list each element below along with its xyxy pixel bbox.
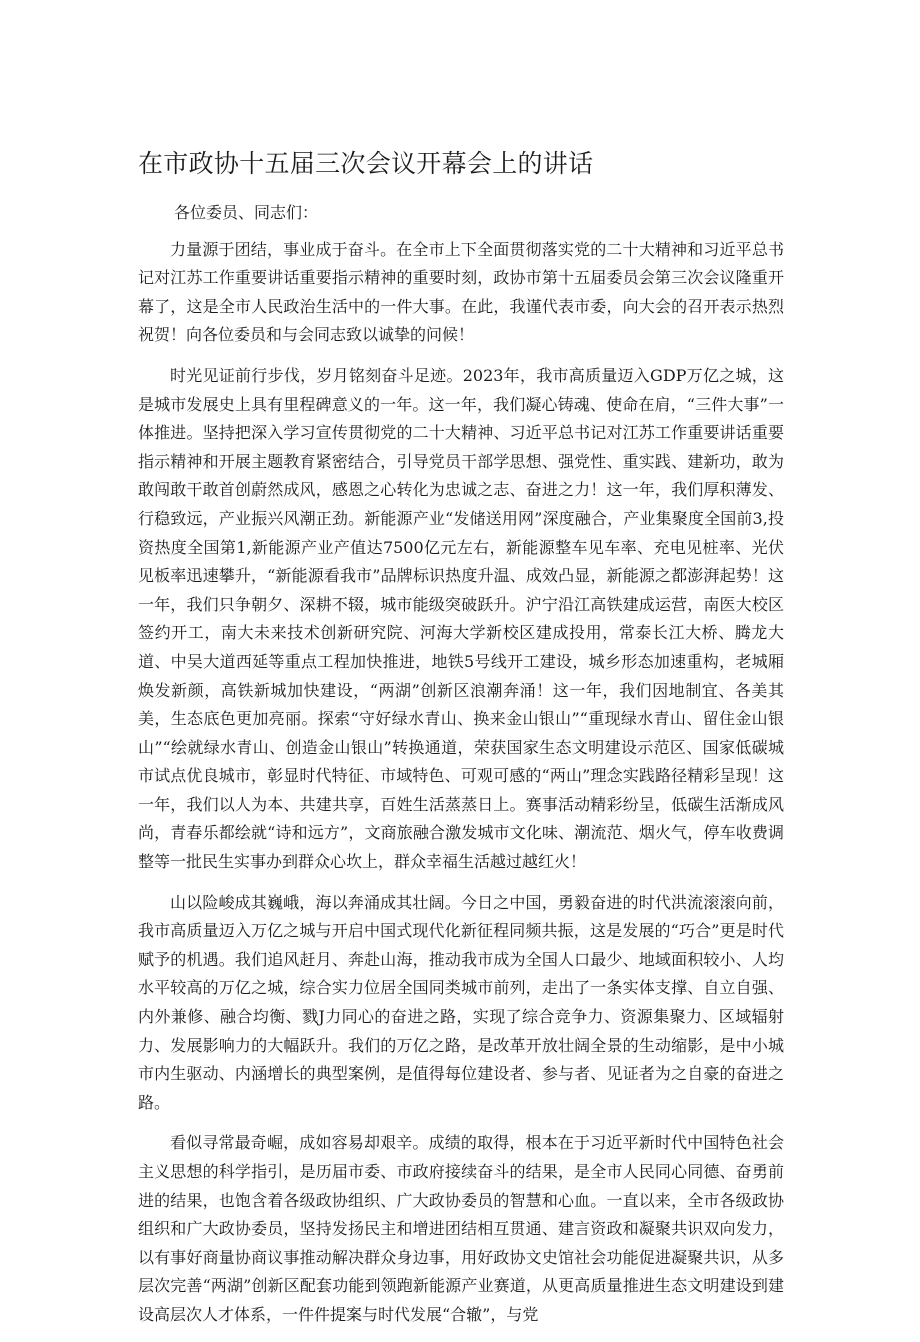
- document-body: [138, 199, 784, 1342]
- paragraph-cppcc-contribution: 看似寻常最奇崛，成如容易却艰辛。成绩的取得，根本在于习近平新时代中国特色社会主义思想的科学指引，是历届市委、市政府接续奋斗的结果，是全市人民同心同德、奋勇前进的结果，也饱含着各级政协组织、广大政协委员的智慧和心血。一直以来，全市各级政协组织和广大政协委员，坚持发扬民主和增进团结相互贯通、建言资政和凝聚共识双向发力，以有事好商量协商议事推动解决群众身边事，用好政协文史馆社会功能促进凝聚共识，从多层次完善“两湖”创新区配套功能到领跑新能源产业赛道，从更高质量推进生态文明建设到建设高层次人才体系，一件件提案与时代发展“合辙”，与党: [138, 1133, 784, 1324]
- paragraph-trillion-city: 山以险峻成其巍峨，海以奔涌成其壮阔。今日之中国，勇毅奋进的时代洪流滚滚向前，我市高质量迈入万亿之城与开启中国式现代化新征程同频共振，这是发展的“巧合”更是时代赋予的机遇。我们追风赶月、奔赴山海，推动我市成为全国人口最少、地域面积较小、人均水平较高的万亿之城，综合实力位居全国同类城市前列，走出了一条实体支撑、自立自强、内外兼修、融合均衡、戮J力同心的奋进之路，实现了综合竞争力、资源集聚力、区域辐射力、发展影响力的大幅跃升。我们的万亿之路，是改革开放壮阔全景的生动缩影，是中小城市内生驱动、内涵增长的典型案例，是值得每位建设者、参与者、见证者为之自豪的奋进之路。: [138, 892, 784, 1112]
- salutation: 各位委员、同志们：: [174, 203, 319, 222]
- paragraph-achievements-2023: 时光见证前行步伐，岁月铭刻奋斗足迹。2023年，我市高质量迈入GDP万亿之城，这是城市发展史上具有里程碑意义的一年。这一年，我们凝心铸魂、使命在肩，“三件大事”一体推进。坚持把深入学习宣传贯彻党的二十大精神、习近平总书记对江苏工作重要讲话重要指示精神和开展主题教育紧密结合，引导党员干部学思想、强党性、重实践、建新功，敢为敢闯敢干敢首创蔚然成风，感恩之心转化为忠诚之志、奋进之力！这一年，我们厚积薄发、行稳致远，产业振兴风潮正劲。新能源产业“发储送用网”深度融合，产业集聚度全国前3,投资热度全国第1,新能源产业产值达7500亿元左右，新能源整车见车率、充电见桩率、光伏见板率迅速攀升，“新能源看我市”品牌标识热度升温、成效凸显，新能源之都澎湃起势！这一年，我们只争朝夕、深耕不辍，城市能级突破跃升。沪宁沿江高铁建成运营，南医大校区签约开工，南大未来技术创新研究院、河海大学新校区建成投用，常泰长江大桥、腾龙大道、中吴大道西延等重点工程加快推进，地铁5号线开工建设，城乡形态加速重构，老城厢焕发新颜，高铁新城加快建设，“两湖”创新区浪潮奔涌！这一年，我们因地制宜、各美其美，生态底色更加亮丽。探索“守好绿水青山、换来金山银山”“重现绿水青山、留住金山银山”“绘就绿水青山、创造金山银山”转换通道，荣获国家生态文明建设示范区、国家低碳城市试点优良城市，彰显时代特征、市域特色、可观可感的“两山”理念实践路径精彩呈现！这一年，我们以人为本、共建共享，百姓生活蒸蒸日上。赛事活动精彩纷呈，低碳生活渐成风尚，青春乐都绘就“诗和远方”，文商旅融合激发城市文化味、潮流范、烟火气，停车收费调整等一批民生实事办到群众心坎上，群众幸福生活越过越红火！: [138, 365, 784, 872]
- document-title: 在市政协十五届三次会议开幕会上的讲话: [138, 149, 594, 178]
- paragraph-opening: 力量源于团结，事业成于奋斗。在全市上下全面贯彻落实党的二十大精神和习近平总书记对江苏工作重要讲话重要指示精神的重要时刻，政协市第十五届委员会第三次会议隆重开幕了，这是全市人民政治生活中的一件大事。在此，我谨代表市委，向大会的召开表示热烈祝贺！向各位委员和与会同志致以诚挚的问候！: [138, 239, 784, 345]
